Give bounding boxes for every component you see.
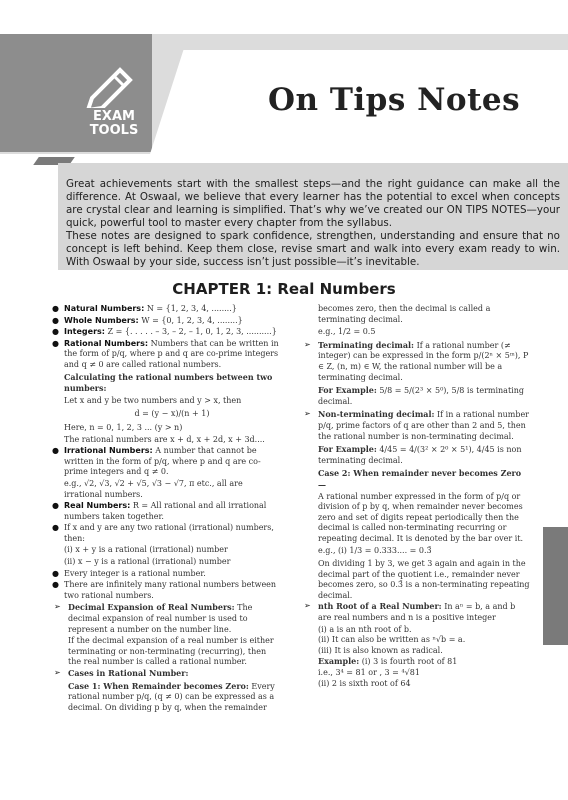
logo-line-exam: EXAM (93, 109, 135, 124)
every-integer-text: Every integer is a rational number. (64, 568, 206, 578)
decimal-text: The decimal expansion of real number is used to represent a number on the number line. (68, 603, 253, 634)
whole-text: W = {0, 1, 2, 3, 4, ........} (141, 315, 243, 325)
chapter-title: CHAPTER 1: Real Numbers (172, 280, 396, 298)
example-ie: i.e., 3⁴ = 81 or , 3 = ⁴√81 (318, 668, 420, 677)
example-1-label: For Example: (318, 385, 377, 396)
pencil-icon (70, 58, 160, 108)
calc-text: Let x and y be two numbers and y > x, then (64, 395, 242, 405)
arrow-icon: ➢ (54, 602, 61, 612)
if-item-i: (i) x + y is a rational (irrational) number (64, 545, 228, 555)
terminating-label: Terminating decimal: (318, 339, 415, 350)
cases-label: Cases in Rational Number: (68, 668, 189, 678)
real-label: Real Numbers: (64, 501, 131, 511)
natural-label: Natural Numbers: (64, 304, 145, 313)
arrow-icon: ➢ (304, 601, 311, 611)
example-1 (302, 385, 530, 407)
natural-text: N = {1, 2, 3, 4, ........} (146, 304, 237, 313)
case1 (52, 681, 280, 714)
list-item: ● Rational Numbers: Numbers that can be written in the form of p/q, where p and q are co-prime integers and q ≠ 0 are called rational numbers. (52, 338, 279, 369)
non-terminating-text: If in a rational number p/q, prime factors of q are other than 2 and 5, then the rational number is non-terminating decimal. (318, 410, 530, 441)
arrow-item (302, 601, 530, 623)
side-tab (543, 527, 568, 645)
case2-label: Case 2: When remainder never becomes Zero — (318, 468, 522, 490)
logo-text (78, 110, 150, 138)
whole-label: Whole Numbers: (64, 315, 139, 325)
non-terminating-label: Non-terminating decimal: (318, 409, 435, 420)
nth-item-ii: (ii) It can also be written as ⁿ√b = a. (318, 635, 466, 645)
right-column (302, 304, 530, 689)
case1-label: Case 1: When Remainder becomes Zero: (68, 680, 249, 691)
logo-line-tools: TOOLS (89, 123, 139, 138)
example-half: e.g., 1/2 = 0.5 (318, 327, 376, 337)
rational-text: Numbers that can be written in the form of p/q, where p and q are co-prime integers and q ≠ 0 are called rational numbers. (64, 338, 279, 369)
intro-box (58, 163, 568, 270)
list-item: ● Every integer is a rational number. (52, 568, 206, 578)
continuation-text: becomes zero, then the decimal is called a terminating decimal. (318, 304, 491, 324)
example-ii: (ii) 2 is sixth root of 64 (318, 678, 411, 688)
infinitely-text: There are infinitely many rational numbers between two rational numbers. (64, 580, 277, 600)
list-item: ● Real Numbers: R = All rational and all irrational numbers taken together. (52, 501, 267, 521)
list-item: ● Whole Numbers: W = {0, 1, 2, 3, 4, ........} (52, 315, 243, 325)
arrow-item (52, 668, 280, 680)
example-2-label: For Example: (318, 444, 377, 455)
example-label-line (302, 656, 530, 668)
left-column (52, 304, 280, 713)
if-item-ii: (ii) x − y is a rational (irrational) number (64, 557, 231, 567)
irrational-text: A number that cannot be written in the form of p/q, where p and q are co-prime integers and q ≠ 0. (64, 446, 261, 477)
if-text: If x and y are any two rational (irrational) numbers, then: (64, 523, 274, 543)
arrow-item (302, 409, 530, 442)
here-text: Here, n = 0, 1, 2, 3 ... (y > n) (64, 422, 183, 432)
nth-root-text: In aⁿ = b, a and b are real numbers and n is a positive integer (318, 602, 516, 623)
intro-paragraph-1: Great achievements start with the smallest steps—and the right guidance can make all the difference. At Oswaal, we believe that every learner has the potential to excel when concepts are crystal clear and learning is simplified. That’s why we’ve created our ON TIPS NOTES—your quick, powerful tool to master every chapter from the syllabus. (66, 178, 560, 229)
example-2-text: 4/45 = 4/(3² × 2⁰ × 5¹), 4/45 is non terminating decimal. (318, 445, 522, 465)
list-item: ● There are infinitely many rational numbers between two rational numbers. (52, 580, 277, 600)
arrow-item (302, 340, 530, 383)
list-item: ● Irrational Numbers: A number that cannot be written in the form of p/q, where p and q are co-prime integers and q ≠ 0. (52, 446, 261, 477)
calc-heading: Calculating the rational numbers between two numbers: (64, 371, 273, 394)
nth-root-label: nth Root of a Real Number: (318, 601, 442, 612)
arrow-icon: ➢ (304, 339, 311, 349)
arrow-item (52, 602, 280, 635)
intro-paragraph-2: These notes are designed to spark confidence, strengthen, understanding and ensure that no concept is left behind. Keep them close, revise smart and walk into every exam ready to win. With Oswaal by your side, success isn’t just possible—it’s inevitable. (66, 230, 560, 268)
list-item: ● Integers: Z = {. . . . . – 3, – 2, – 1, 0, 1, 2, 3, ..........} (52, 327, 277, 337)
case2-text: A rational number expressed in the form of p/q or division of p by q, when remainder never becomes zero and set of digits repeat periodically then the decimal is called non-terminating recurring or repeating decimal. It is denoted by the bar over it. (318, 491, 524, 543)
rational-numbers-text: The rational numbers are x + d, x + 2d, x + 3d.... (64, 434, 265, 444)
integers-label: Integers: (64, 327, 105, 337)
list-item: ● If x and y are any two rational (irrational) numbers, then: (52, 523, 274, 543)
rational-label: Rational Numbers: (64, 338, 149, 348)
formula: d = (y − x)/(n + 1) (134, 409, 210, 419)
nth-item-i: (i) a is an nth root of b. (318, 624, 412, 634)
example-i: (i) 3 is fourth root of 81 (361, 657, 458, 667)
arrow-icon: ➢ (304, 409, 311, 419)
example-third: e.g., (i) 1/3 = 0.333.... = 0.3̄ (318, 546, 432, 556)
example-label: Example: (318, 656, 360, 667)
list-item: ● Natural Numbers: N = {1, 2, 3, 4, ........} (52, 304, 237, 313)
irrational-example: e.g., √2, √3, √2 + √5, √3 − √7, π etc., all are irrational numbers. (64, 478, 243, 499)
dividing-text: On dividing 1 by 3, we get 3 again and again in the decimal part of the quotient i.e., remainder never becomes zero, so 0.3̄ is a non-terminating repeating decimal. (318, 559, 530, 600)
irrational-label: Irrational Numbers: (64, 446, 153, 456)
arrow-icon: ➢ (54, 668, 61, 677)
nth-item-iii: (iii) It is also known as radical. (318, 645, 443, 655)
integers-text: Z = {. . . . . – 3, – 2, – 1, 0, 1, 2, 3, ..........} (107, 327, 277, 337)
decimal-text-2: If the decimal expansion of a real number is either terminating or non-terminating (recurring), then the real number is called a rational number. (68, 636, 274, 667)
top-margin (0, 0, 568, 34)
page-title: On Tips Notes (268, 82, 521, 118)
decimal-label: Decimal Expansion of Real Numbers: (68, 602, 235, 613)
real-text: R = All rational and all irrational numbers taken together. (64, 501, 267, 521)
example-1-text: 5/8 = 5/(2³ × 5⁰), 5/8 is terminating decimal. (318, 386, 524, 406)
case1-text: Every rational number p/q, (q ≠ 0) can be expressed as a decimal. On dividing p by q, when the remainder (68, 681, 275, 712)
terminating-text: If a rational number (≠ integer) can be expressed in the form p/(2ⁿ × 5ᵐ), P ∈ Z, (n, m) ∈ W, the rational number will be a terminating decimal. (318, 340, 529, 382)
example-2 (302, 444, 530, 466)
